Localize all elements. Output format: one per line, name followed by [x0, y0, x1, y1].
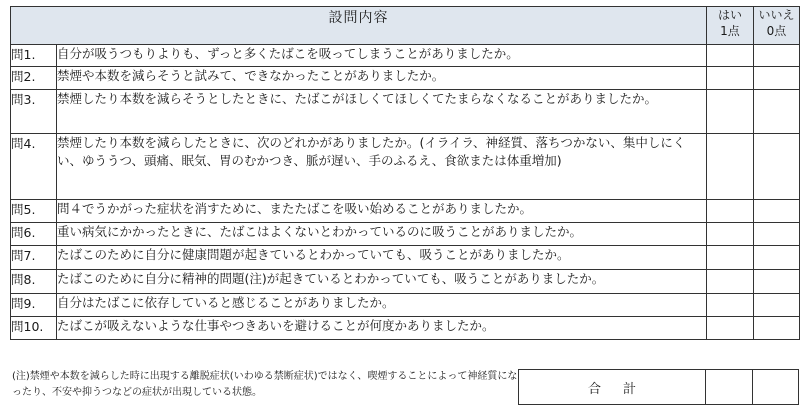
question-row-4 [11, 134, 800, 200]
question-row-10 [11, 317, 800, 340]
question-text: たばこのために自分に健康問題が起きているとわかっていても、吸うことがありましたか。 [57, 246, 707, 270]
question-number: 問10. [11, 317, 57, 340]
question-text: たばこのために自分に精神的問題(注)が起きているとわかっていても、吸うことがありましたか。 [57, 270, 707, 294]
yes-answer-cell[interactable] [707, 45, 754, 67]
header-no-points: 0点 [766, 24, 787, 38]
question-row-1 [11, 45, 800, 67]
question-text: 自分はたばこに依存していると感じることがありましたか。 [57, 294, 707, 317]
no-answer-cell[interactable] [754, 134, 800, 200]
question-number: 問4. [11, 134, 57, 200]
total-yes-cell[interactable] [706, 370, 753, 404]
yes-answer-cell[interactable] [707, 134, 754, 200]
no-answer-cell[interactable] [754, 294, 800, 317]
no-answer-cell[interactable] [754, 67, 800, 90]
question-row-5 [11, 200, 800, 223]
no-answer-cell[interactable] [754, 246, 800, 270]
question-row-6 [11, 223, 800, 246]
question-text: 禁煙したり本数を減らしたときに、次のどれかがありましたか。(イライラ、神経質、落ちつかない、集中しにくい、ゆううつ、頭痛、眠気、胃のむかつき、脈が遅い、手のふるえ、食欲または体重増加) [57, 134, 707, 200]
header-no-label: いいえ [758, 8, 795, 22]
question-text: 問４でうかがった症状を消すために、またたばこを吸い始めることがありましたか。 [57, 200, 707, 223]
question-number: 問9. [11, 294, 57, 317]
yes-answer-cell[interactable] [707, 270, 754, 294]
question-number: 問5. [11, 200, 57, 223]
yes-answer-cell[interactable] [707, 294, 754, 317]
yes-answer-cell[interactable] [707, 200, 754, 223]
table-header [11, 7, 800, 45]
question-row-9 [11, 294, 800, 317]
footnote: (注)禁煙や本数を減らした時に出現する離脱症状(いわゆる禁断症状)ではなく、喫煙することによって神経質になったり、不安や抑うつなどの症状が出現している状態。 [12, 371, 518, 398]
question-row-3 [11, 90, 800, 134]
table-footer [10, 369, 799, 405]
no-answer-cell[interactable] [754, 270, 800, 294]
question-text: たばこが吸えないような仕事やつきあいを避けることが何度かありましたか。 [57, 317, 707, 340]
header-yes-points: 1点 [720, 24, 740, 38]
header-yes-label: はい [717, 8, 742, 22]
no-answer-cell[interactable] [754, 223, 800, 246]
no-answer-cell[interactable] [754, 317, 800, 340]
header-no-column [754, 7, 800, 45]
no-answer-cell[interactable] [754, 90, 800, 134]
total-label: 合計 [519, 370, 706, 404]
question-number: 問1. [11, 45, 57, 67]
yes-answer-cell[interactable] [707, 67, 754, 90]
total-no-cell[interactable] [753, 370, 798, 404]
yes-answer-cell[interactable] [707, 246, 754, 270]
question-number: 問6. [11, 223, 57, 246]
tds-questionnaire [10, 6, 799, 340]
question-text: 自分が吸うつもりよりも、ずっと多くたばこを吸ってしまうことがありましたか。 [57, 45, 707, 67]
question-row-2 [11, 67, 800, 90]
no-answer-cell[interactable] [754, 200, 800, 223]
header-yes-column [707, 7, 754, 45]
yes-answer-cell[interactable] [707, 223, 754, 246]
question-text: 禁煙や本数を減らそうと試みて、できなかったことがありましたか。 [57, 67, 707, 90]
question-text: 重い病気にかかったときに、たばこはよくないとわかっているのに吸うことがありましたか。 [57, 223, 707, 246]
question-row-7 [11, 246, 800, 270]
question-text: 禁煙したり本数を減らそうとしたときに、たばこがほしくてほしくてたまらなくなることがありましたか。 [57, 90, 707, 134]
question-number: 問3. [11, 90, 57, 134]
total-row [518, 369, 799, 405]
yes-answer-cell[interactable] [707, 90, 754, 134]
question-number: 問8. [11, 270, 57, 294]
yes-answer-cell[interactable] [707, 317, 754, 340]
header-question-content: 設問内容 [11, 7, 707, 45]
no-answer-cell[interactable] [754, 45, 800, 67]
question-number: 問7. [11, 246, 57, 270]
question-number: 問2. [11, 67, 57, 90]
question-row-8 [11, 270, 800, 294]
question-table [10, 6, 800, 340]
